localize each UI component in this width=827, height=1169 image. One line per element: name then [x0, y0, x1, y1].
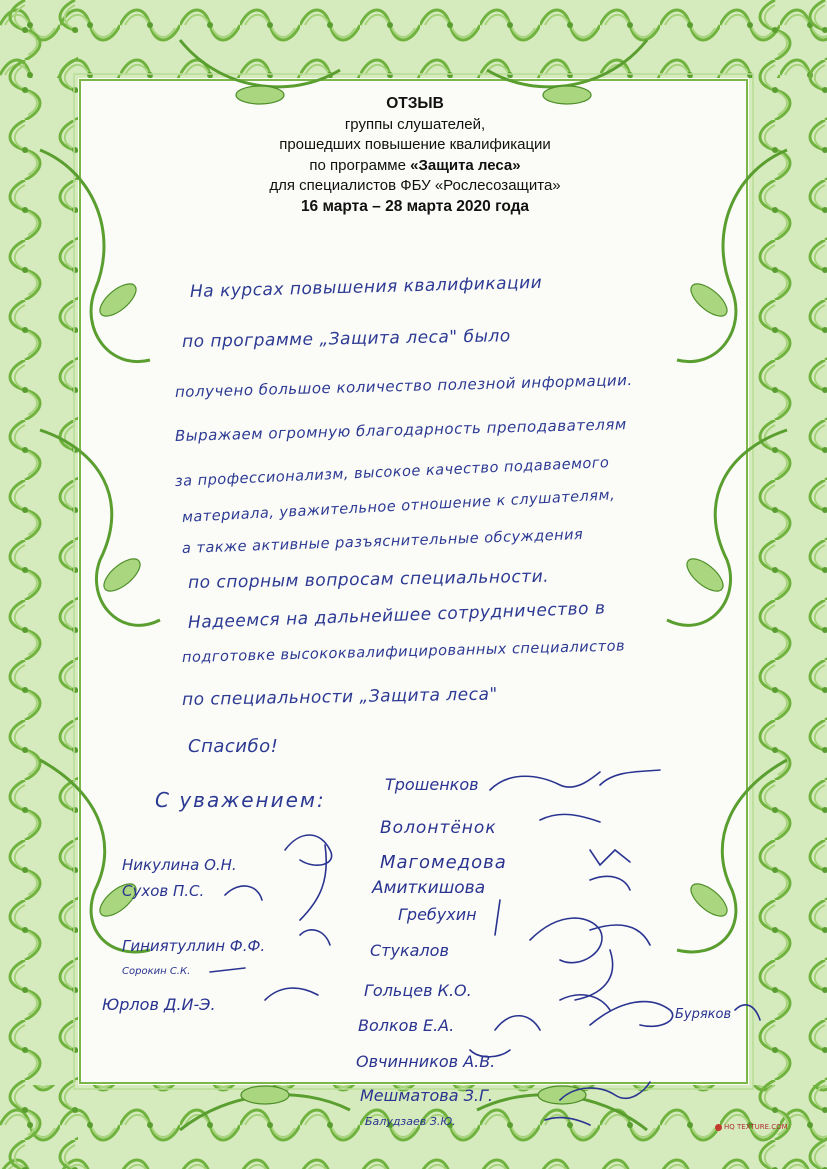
signature-name: Юрлов Д.И-Э.	[102, 995, 216, 1014]
handwritten-line-7: а также активные разъяснительные обсуждения	[181, 526, 584, 557]
header-line-1: группы слушателей,	[344, 115, 486, 133]
signature-name: Гребухин	[398, 905, 477, 924]
signature-name: Сухов П.С.	[122, 882, 205, 900]
document-title: ОТЗЫВ	[386, 95, 444, 112]
header-line-2: прошедших повышение квалификации	[279, 136, 551, 153]
watermark-text: HQ TEXTURE.COM	[724, 1123, 788, 1131]
signature-name: Трошенков	[385, 775, 479, 794]
signature-name: Стукалов	[370, 941, 449, 960]
header-line-4: для специалистов ФБУ «Рослесозащита»	[269, 177, 561, 194]
program-prefix: по программе	[309, 156, 411, 174]
handwritten-line-11: по специальности „Защита леса"	[181, 684, 498, 710]
signature-name: Магомедова	[380, 852, 507, 873]
signature-name: Гольцев К.О.	[364, 981, 472, 1000]
signature-name: Гиниятуллин Ф.Ф.	[122, 937, 266, 955]
program-name: «Защита леса»	[410, 156, 521, 174]
watermark	[715, 1123, 788, 1131]
signature-name: Овчинников А.В.	[356, 1052, 496, 1071]
handwritten-line-5: за профессионализм, высокое качество подаваемого	[174, 455, 610, 490]
signature-name: Волонтёнок	[380, 818, 497, 838]
signature-name: Мешматова З.Г.	[360, 1086, 493, 1105]
signature-name: Балудзаев З.Ю.	[365, 1115, 456, 1128]
handwritten-line-10: подготовке высококвалифицированных специалистов	[181, 638, 626, 666]
handwritten-line-9: Надеемся на дальнейшее сотрудничество в	[187, 598, 606, 633]
closing-phrase: С уважением:	[155, 788, 326, 812]
signature-name: Никулина О.Н.	[122, 856, 237, 874]
signature-name: Сорокин С.К.	[122, 966, 191, 977]
handwritten-line-12: Спасибо!	[188, 736, 279, 757]
signature-name: Буряков	[675, 1007, 732, 1022]
handwritten-line-6: материала, уважительное отношение к слушателям,	[181, 487, 616, 526]
handwritten-line-8: по спорным вопросам специальности.	[187, 566, 550, 593]
signature-name: Амиткишова	[372, 878, 486, 898]
signature-name: Волков Е.А.	[358, 1016, 455, 1035]
watermark-logo-icon	[715, 1124, 722, 1131]
handwritten-line-3: получено большое количество полезной информации.	[174, 371, 633, 401]
handwritten-line-4: Выражаем огромную благодарность преподавателям	[174, 415, 627, 445]
handwritten-line-2: по программе „Защита леса" было	[181, 326, 511, 352]
handwritten-line-1: На курсах повышения квалификации	[189, 272, 543, 302]
course-dates: 16 марта – 28 марта 2020 года	[300, 197, 530, 215]
